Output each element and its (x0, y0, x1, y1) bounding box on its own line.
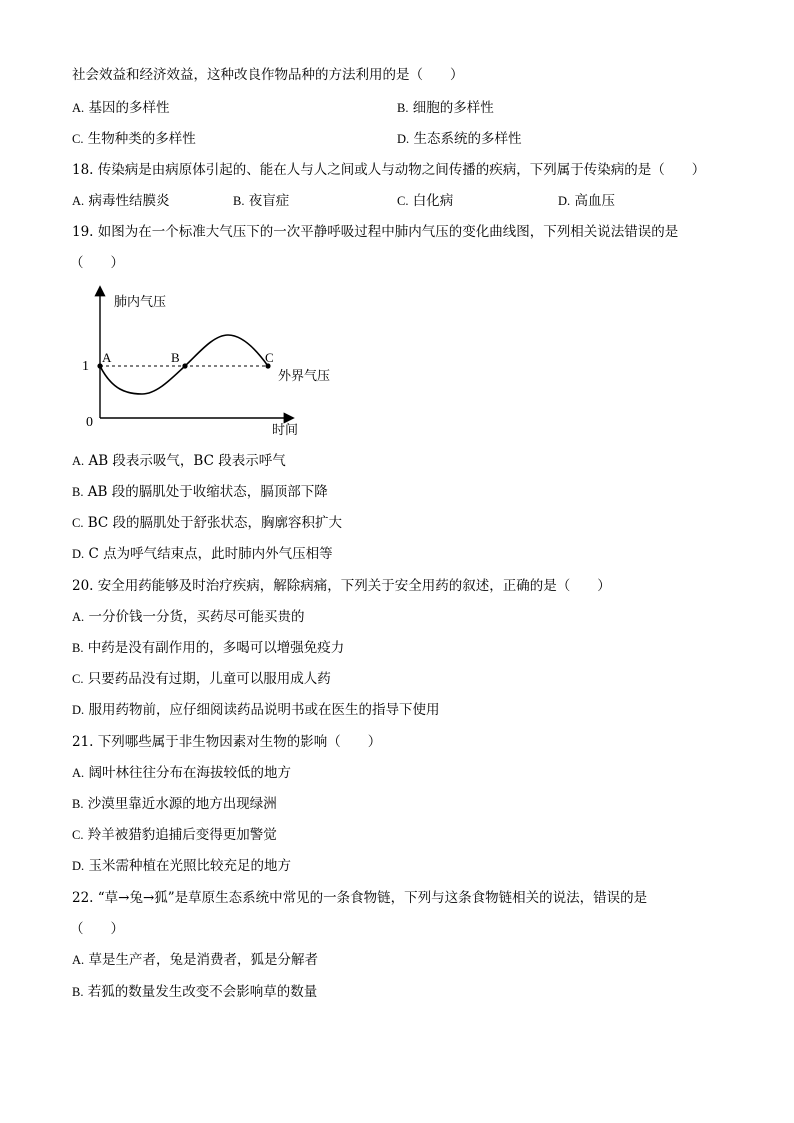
option-label: A. (72, 610, 85, 624)
option-label: B. (72, 985, 84, 999)
q20-option-c (72, 670, 331, 688)
option-text: 细胞的多样性 (412, 100, 494, 116)
q20-stem: 20. 安全用药能够及时治疗疾病，解除病痛，下列关于安全用药的叙述，正确的是（ ） (72, 578, 611, 594)
reference-label: 外界气压 (278, 369, 331, 384)
option-label: B. (72, 641, 84, 655)
option-label: B. (233, 194, 245, 208)
q20-option-a (72, 608, 304, 626)
option-text: BC 段的膈肌处于舒张状态，胸廓容积扩大 (87, 515, 343, 531)
q19-answer-paren: （ ） (70, 255, 124, 271)
q18-option-b (233, 192, 289, 210)
option-text: 高血压 (574, 193, 615, 209)
option-text: 生物种类的多样性 (87, 131, 196, 147)
pressure-curve-svg (72, 282, 331, 442)
point-a-label: A (102, 350, 112, 365)
q21-option-c (72, 826, 277, 844)
option-label: C. (72, 516, 84, 530)
option-text: 夜盲症 (248, 193, 290, 209)
option-label: D. (72, 703, 85, 717)
q19-option-b (72, 483, 328, 501)
option-label: C. (397, 194, 409, 208)
q18-option-d (558, 192, 615, 210)
q20-option-d (72, 701, 439, 719)
q21-option-d (72, 857, 291, 875)
option-label: B. (397, 101, 409, 115)
y-axis-label: 肺内气压 (114, 295, 167, 310)
q22-answer-paren: （ ） (70, 921, 124, 937)
option-label: C. (72, 828, 84, 842)
option-text: 病毒性结膜炎 (88, 193, 170, 209)
option-label: A. (72, 454, 85, 468)
q19-option-a (72, 452, 286, 470)
option-text: 草是生产者，兔是消费者，狐是分解者 (88, 952, 318, 968)
q22-option-b (72, 983, 317, 1001)
option-text: AB 段表示吸气，BC 段表示呼气 (88, 453, 286, 469)
option-label: D. (397, 132, 410, 146)
point-c-label: C (265, 350, 274, 365)
option-label: B. (72, 797, 84, 811)
q17-stem-tail: 社会效益和经济效益，这种改良作物品种的方法利用的是（ ） (72, 67, 464, 83)
q18-option-c (397, 192, 453, 210)
y-tick-one: 1 (82, 359, 89, 374)
option-label: A. (72, 766, 85, 780)
option-label: D. (558, 194, 571, 208)
option-text: 若狐的数量发生改变不会影响草的数量 (87, 984, 318, 1000)
q17-option-d (397, 130, 521, 148)
q21-stem: 21. 下列哪些属于非生物因素对生物的影响（ ） (72, 734, 382, 750)
q18-option-a (72, 192, 169, 210)
option-label: D. (72, 547, 85, 561)
option-text: 基因的多样性 (88, 100, 170, 116)
q19-stem: 19. 如图为在一个标准大气压下的一次平静呼吸过程中肺内气压的变化曲线图，下列相关说法错误的是 (72, 224, 679, 240)
q19-option-d (72, 545, 333, 563)
option-label: A. (72, 101, 85, 115)
q22-stem: 22. “草→兔→狐”是草原生态系统中常见的一条食物链，下列与这条食物链相关的说法，错误的是 (72, 890, 648, 906)
q18-stem: 18. 传染病是由病原体引起的、能在人与人之间或人与动物之间传播的疾病，下列属于传染病的是（ ） (72, 162, 706, 178)
option-text: AB 段的膈肌处于收缩状态，膈顶部下降 (87, 484, 328, 500)
q22-option-a (72, 951, 318, 969)
option-label: C. (72, 132, 84, 146)
option-text: 中药是没有副作用的，多喝可以增强免疫力 (87, 640, 345, 656)
option-label: A. (72, 194, 85, 208)
option-label: B. (72, 485, 84, 499)
option-label: A. (72, 953, 85, 967)
option-text: 白化病 (412, 193, 454, 209)
q19-option-c (72, 514, 342, 532)
option-text: 玉米需种植在光照比较充足的地方 (88, 858, 291, 874)
option-label: D. (72, 859, 85, 873)
q21-option-b (72, 795, 277, 813)
option-text: 沙漠里靠近水源的地方出现绿洲 (87, 796, 277, 812)
option-text: 生态系统的多样性 (413, 131, 522, 147)
option-text: 一分价钱一分货，买药尽可能买贵的 (88, 609, 305, 625)
option-text: 只要药品没有过期，儿童可以服用成人药 (87, 671, 331, 687)
option-text: 服用药物前，应仔细阅读药品说明书或在医生的指导下使用 (88, 702, 440, 718)
option-text: C 点为呼气结束点，此时肺内外气压相等 (88, 546, 333, 562)
pressure-curve-figure (72, 282, 331, 442)
x-axis-label: 时间 (272, 423, 299, 438)
q17-option-b (397, 99, 494, 117)
q17-option-c (72, 130, 196, 148)
q20-option-b (72, 639, 344, 657)
option-label: C. (72, 672, 84, 686)
q17-option-a (72, 99, 169, 117)
option-text: 羚羊被猎豹追捕后变得更加警觉 (87, 827, 277, 843)
option-text: 阔叶林往往分布在海拔较低的地方 (88, 765, 291, 781)
q21-option-a (72, 764, 291, 782)
origin-label: 0 (86, 415, 93, 430)
point-b-label: B (171, 350, 180, 365)
point-b-dot (182, 363, 187, 368)
